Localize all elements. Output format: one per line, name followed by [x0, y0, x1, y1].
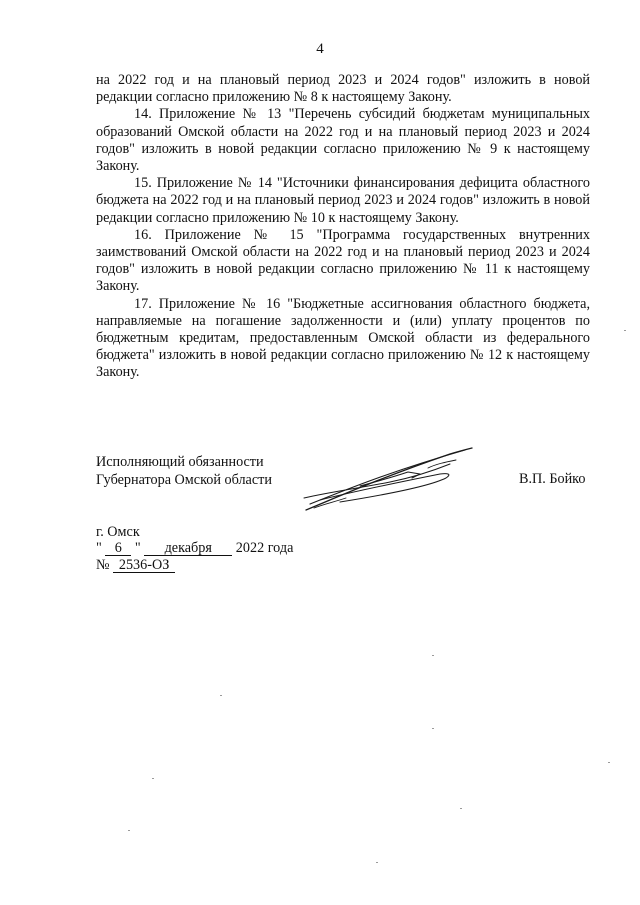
- date-month: декабря: [144, 541, 232, 556]
- paragraph-item-16: 16. Приложение № 15 "Программа государственных внутренних заимствований Омской области на 2022 год и на плановый период 2023 и 2024 годов" изложить в новой редакции согласно приложению № 11 к настоящему Закону.: [96, 226, 590, 295]
- scan-speck: [432, 655, 434, 656]
- handwritten-signature: [300, 438, 480, 518]
- place: г. Омск: [96, 524, 140, 540]
- page-number: 4: [316, 41, 324, 57]
- law-number-prefix: №: [96, 557, 110, 573]
- scan-speck: [220, 695, 222, 696]
- paragraph-item-17: 17. Приложение № 16 "Бюджетные ассигнования областного бюджета, направляемые на погашение задолженности и (или) уплату процентов по бюджетным кредитам, предоставленным Омской области из федерального бюджета" изложить в новой редакции согласно приложению № 12 к настоящему Закону.: [96, 295, 590, 381]
- date-day: 6: [105, 541, 131, 556]
- scan-speck: [460, 808, 462, 809]
- paragraph-item-15: 15. Приложение № 14 "Источники финансирования дефицита областного бюджета на 2022 год и на плановый период 2023 и 2024 годов" изложить в новой редакции согласно приложению № 10 к настоящему Закону.: [96, 175, 590, 226]
- scan-speck: [376, 862, 378, 863]
- scan-speck: [432, 728, 434, 729]
- law-number-line: [96, 557, 175, 574]
- scan-speck: [152, 778, 154, 779]
- signatory-title: [96, 454, 272, 489]
- body-text: [96, 72, 590, 382]
- paragraph-continuation: на 2022 год и на плановый период 2023 и 2024 годов" изложить в новой редакции согласно приложению № 8 к настоящему Закону.: [96, 72, 590, 106]
- paragraph-item-14: 14. Приложение № 13 "Перечень субсидий бюджетам муниципальных образований Омской области на 2022 год и на плановый период 2023 и 2024 годов" изложить в новой редакции согласно приложению № 9 к настоящему Закону.: [96, 106, 590, 175]
- signatory-title-line1: Исполняющий обязанности: [96, 454, 264, 470]
- scan-speck: [624, 330, 626, 331]
- date-line: [96, 540, 293, 557]
- scan-speck: [608, 762, 610, 763]
- date-year: 2022 года: [235, 540, 294, 556]
- signatory-name: В.П. Бойко: [519, 471, 586, 487]
- date-open-quote: ": [96, 540, 102, 556]
- scan-speck: [128, 830, 130, 831]
- date-close-quote: ": [134, 540, 141, 556]
- signatory-title-line2: Губернатора Омской области: [96, 471, 272, 488]
- law-number: 2536-ОЗ: [113, 558, 175, 573]
